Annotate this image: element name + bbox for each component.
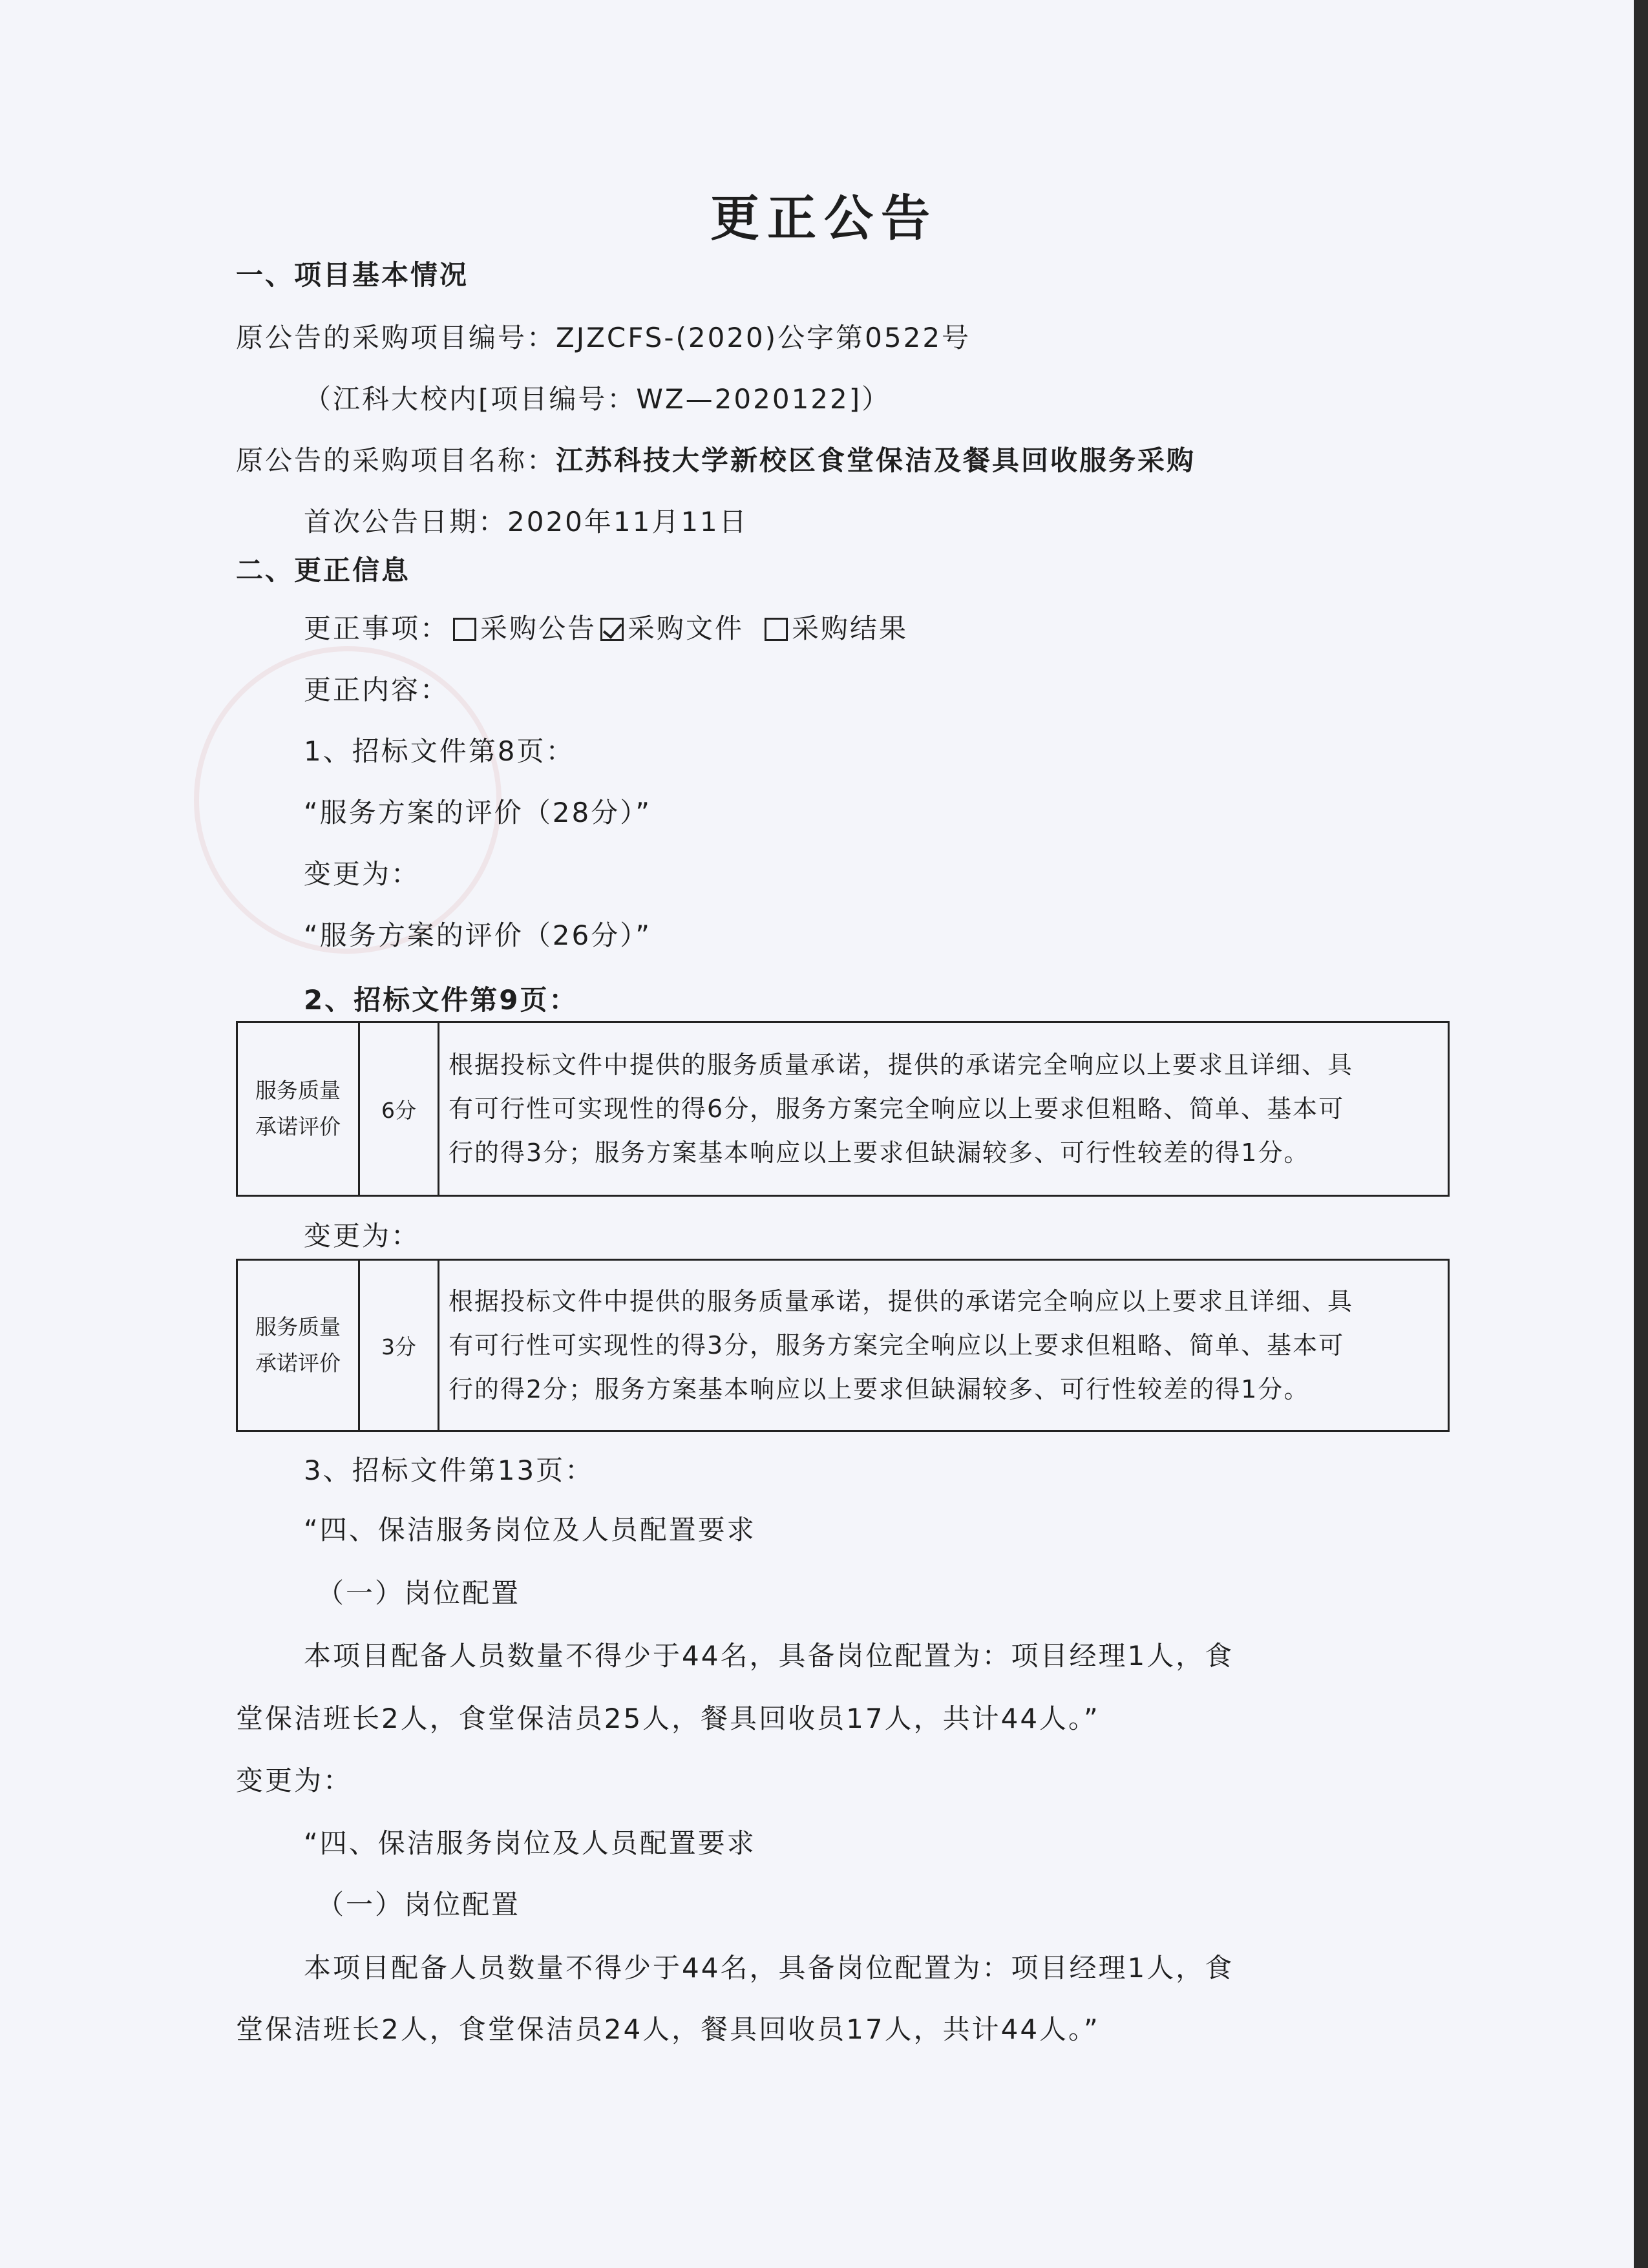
item3-new-line1: 本项目配备人员数量不得少于44名，具备岗位配置为：项目经理1人，食 xyxy=(304,1952,1234,1984)
page-title: 更正公告 xyxy=(710,189,938,247)
item3-original-line1: 本项目配备人员数量不得少于44名，具备岗位配置为：项目经理1人，食 xyxy=(304,1640,1234,1672)
item3-heading: 3、招标文件第13页： xyxy=(304,1454,595,1486)
description-cell: 根据投标文件中提供的服务质量承诺，提供的承诺完全响应以上要求且详细、具 有可行性可实现性的得3分，服务方案完全响应以上要求但粗略、简单、基本可 行的得2分；服务方案基本响应以上要求但缺漏较多、可行性较差的得1分。 xyxy=(439,1260,1449,1431)
item3-original-line2: 堂保洁班长2人，食堂保洁员25人，餐具回收员17人，共计44人。” xyxy=(236,1703,1100,1734)
criterion-cell: 服务质量 承诺评价 xyxy=(237,1022,359,1196)
item3-original-subsection: （一）岗位配置 xyxy=(317,1577,521,1609)
item3-new-subsection: （一）岗位配置 xyxy=(317,1889,521,1920)
correction-items-label: 更正事项： xyxy=(304,613,450,644)
table-row xyxy=(237,1260,1449,1431)
section1-heading: 一、项目基本情况 xyxy=(236,259,469,291)
item3-change-to: 变更为： xyxy=(236,1765,353,1796)
criterion-cell: 服务质量 承诺评价 xyxy=(237,1260,359,1431)
inner-code-line: （江科大校内[项目编号：WZ—2020122]） xyxy=(304,383,891,415)
score-cell: 3分 xyxy=(359,1260,439,1431)
item2-change-to: 变更为： xyxy=(304,1220,421,1252)
item3-original-section-title: “四、保洁服务岗位及人员配置要求 xyxy=(304,1514,756,1546)
checkbox-documents[interactable] xyxy=(600,618,624,641)
original-score-table xyxy=(236,1021,1450,1197)
checkbox-notice[interactable] xyxy=(453,618,476,641)
item3-new-section-title: “四、保洁服务岗位及人员配置要求 xyxy=(304,1827,756,1859)
item1-new: “服务方案的评价（26分）” xyxy=(304,919,651,951)
item3-new-line2: 堂保洁班长2人，食堂保洁员24人，餐具回收员17人，共计44人。” xyxy=(236,2013,1100,2045)
content-label: 更正内容： xyxy=(304,674,450,706)
option-notice-label: 采购公告 xyxy=(480,613,597,644)
table-row xyxy=(237,1022,1449,1196)
description-cell: 根据投标文件中提供的服务质量承诺，提供的承诺完全响应以上要求且详细、具 有可行性可实现性的得6分，服务方案完全响应以上要求但粗略、简单、基本可 行的得3分；服务方案基本响应以上要求但缺漏较多、可行性较差的得1分。 xyxy=(439,1022,1449,1196)
score-cell: 6分 xyxy=(359,1022,439,1196)
page-edge xyxy=(1634,0,1648,2268)
item1-original: “服务方案的评价（28分）” xyxy=(304,797,651,828)
new-score-table xyxy=(236,1259,1450,1432)
item1-change-to: 变更为： xyxy=(304,858,421,890)
project-name-value: 江苏科技大学新校区食堂保洁及餐具回收服务采购 xyxy=(556,445,1196,476)
option-result-label: 采购结果 xyxy=(792,613,909,644)
section2-heading: 二、更正信息 xyxy=(236,554,411,586)
option-documents-label: 采购文件 xyxy=(628,613,745,644)
project-code-line: 原公告的采购项目编号：ZJZCFS-(2020)公字第0522号 xyxy=(236,322,971,353)
checkbox-result[interactable] xyxy=(765,618,788,641)
project-name-line xyxy=(236,443,1196,479)
project-name-label: 原公告的采购项目名称： xyxy=(236,445,556,476)
item2-heading: 2、招标文件第9页： xyxy=(304,984,578,1016)
correction-items-line xyxy=(304,611,908,647)
item1-heading: 1、招标文件第8页： xyxy=(304,735,575,767)
first-date-line: 首次公告日期：2020年11月11日 xyxy=(304,506,748,538)
